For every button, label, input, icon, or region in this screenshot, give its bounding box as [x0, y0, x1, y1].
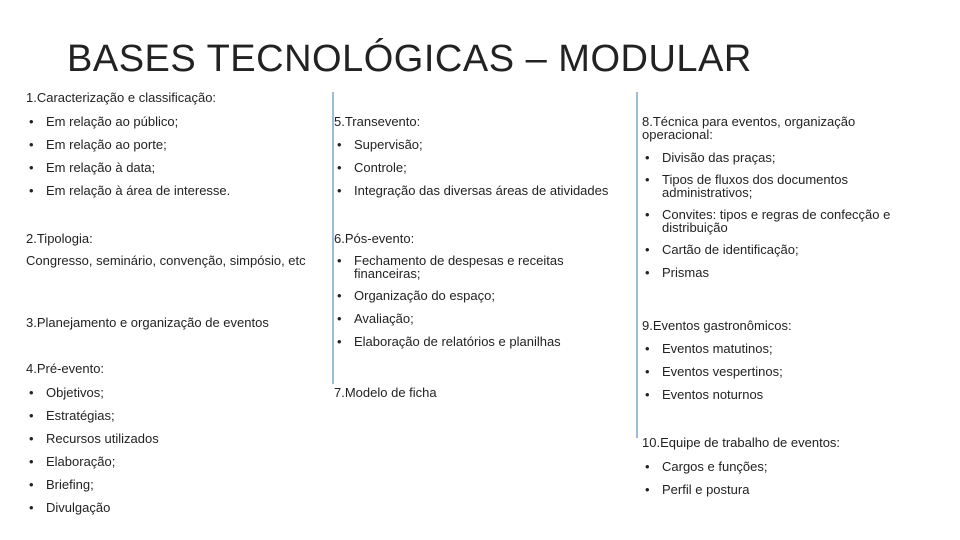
- section-gastronomicos: [642, 318, 942, 403]
- list-item: • Convites: tipos e regras de confecção e distribuição: [642, 208, 922, 234]
- list-item: • Em relação à área de interesse.: [26, 183, 326, 199]
- list-item: • Eventos matutinos;: [642, 341, 942, 357]
- section-heading: 9.Eventos gastronômicos:: [642, 318, 792, 333]
- list-item: • Objetivos;: [26, 385, 326, 401]
- section-heading: 1.Caracterização e classificação:: [26, 90, 217, 105]
- list-item: • Estratégias;: [26, 408, 326, 424]
- list-item: • Elaboração;: [26, 454, 326, 470]
- list-item: • Elaboração de relatórios e planilhas: [334, 334, 604, 350]
- page-title: BASES TECNOLÓGICAS – MODULAR: [67, 38, 752, 80]
- section-modelo-ficha: [334, 385, 630, 401]
- list-item: • Controle;: [334, 160, 630, 176]
- section-heading: 5.Transevento:: [334, 114, 421, 129]
- section-planejamento: [26, 315, 326, 331]
- list-item: • Em relação à data;: [26, 160, 326, 176]
- column-divider-right: [636, 92, 638, 438]
- list-item: • Prismas: [642, 265, 922, 281]
- list-item: • Eventos vespertinos;: [642, 364, 942, 380]
- section-pre-evento: [26, 361, 326, 516]
- list-item: • Integração das diversas áreas de atividades: [334, 183, 630, 199]
- section-tipologia: [26, 231, 316, 267]
- section-transevento: [334, 114, 630, 199]
- section-pos-evento: [334, 231, 604, 350]
- section-equipe: [642, 435, 942, 498]
- list-item: • Cartão de identificação;: [642, 242, 922, 258]
- list-item: • Divisão das praças;: [642, 150, 922, 166]
- section-tecnica: [642, 115, 922, 281]
- list-item: • Avaliação;: [334, 311, 604, 327]
- list-item: • Cargos e funções;: [642, 459, 942, 475]
- section-heading: 7.Modelo de ficha: [334, 385, 437, 400]
- list-item: • Supervisão;: [334, 137, 630, 153]
- list-item: • Tipos de fluxos dos documentos administrativos;: [642, 173, 887, 199]
- section-heading: 3.Planejamento e organização de eventos: [26, 315, 269, 330]
- section-heading: 2.Tipologia:: [26, 231, 93, 246]
- list-item: • Em relação ao público;: [26, 114, 326, 130]
- section-heading: 8.Técnica para eventos, organização operacional:: [642, 114, 856, 142]
- section-heading: 10.Equipe de trabalho de eventos:: [642, 435, 841, 450]
- list-item: • Perfil e postura: [642, 482, 942, 498]
- section-heading: 6.Pós-evento:: [334, 231, 415, 246]
- section-caracterizacao: [26, 90, 326, 199]
- list-item: • Divulgação: [26, 500, 326, 516]
- list-item: • Eventos noturnos: [642, 387, 942, 403]
- section-heading: 4.Pré-evento:: [26, 361, 105, 376]
- list-item: • Briefing;: [26, 477, 326, 493]
- list-item: • Fechamento de despesas e receitas financeiras;: [334, 254, 584, 280]
- list-item: • Organização do espaço;: [334, 288, 604, 304]
- list-item: • Recursos utilizados: [26, 431, 326, 447]
- list-item: • Em relação ao porte;: [26, 137, 326, 153]
- section-text: Congresso, seminário, convenção, simpósio, etc: [26, 253, 306, 268]
